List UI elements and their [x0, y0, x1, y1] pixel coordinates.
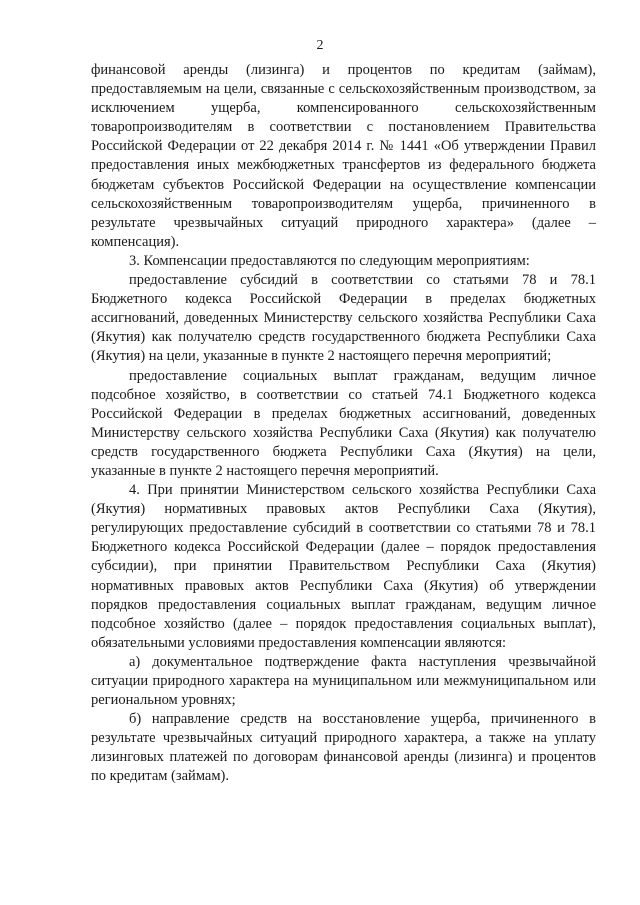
- paragraph-condition-b: б) направление средств на восстановление ущерба, причиненного в результате чрезвычайных ситуаций природного характера, а также на уплату лизинговых платежей по договорам финансовой аренды (лизинга) и процентов по кредитам (займам).: [91, 711, 596, 785]
- paragraph-subsidies: предоставление субсидий в соответствии со статьями 78 и 78.1 Бюджетного кодекса Российской Федерации в пределах бюджетных ассигнований, доведенных Министерству сельского хозяйства Республики Саха (Якутия) как получателю средств государственного бюджета Республики Саха (Якутия) на цели, указанные в пункте 2 настоящего перечня мероприятий;: [91, 272, 596, 365]
- paragraph-social-payments: предоставление социальных выплат гражданам, ведущим личное подсобное хозяйство, в соответствии со статьей 74.1 Бюджетного кодекса Российской Федерации в пределах бюджетных ассигнований, доведенных Министерству сельского хозяйства Республики Саха (Якутия) как получателю средств государственного бюджета Республики Саха (Якутия) на цели, указанные в пункте 2 настоящего перечня мероприятий.: [91, 367, 596, 479]
- paragraph-condition-a: а) документальное подтверждение факта наступления чрезвычайной ситуации природного характера на муниципальном или межмуниципальном или региональном уровнях;: [91, 653, 596, 709]
- paragraph-item-3: 3. Компенсации предоставляются по следующим мероприятиям:: [129, 252, 530, 269]
- document-body: [91, 61, 596, 787]
- page-number: 2: [316, 38, 324, 53]
- paragraph-continuation: финансовой аренды (лизинга) и процентов по кредитам (займам), предоставляемым на цели, связанные с сельскохозяйственным производством, за исключением ущерба, компенсированного сельскохозяйственным товаропроизводителям в соответствии с постановлением Правительства Российской Федерации от 22 декабря 2014 г. № 1441 «Об утверждении Правил предоставления иных межбюджетных трансфертов из федерального бюджета бюджетам субъектов Российской Федерации на осуществление компенсации сельскохозяйственным товаропроизводителям ущерба, причиненного в результате чрезвычайных ситуаций природного характера» (далее – компенсация).: [91, 62, 596, 250]
- paragraph-item-4: 4. При принятии Министерством сельского хозяйства Республики Саха (Якутия) нормативных правовых актов Республики Саха (Якутия), регулирующих предоставление субсидий в соответствии со статьями 78 и 78.1 Бюджетного кодекса Российской Федерации (далее – порядок предоставления субсидии), при принятии Правительством Республики Саха (Якутия) нормативных правовых актов Республики Саха (Якутия) об утверждении порядков предоставления социальных выплат гражданам, ведущим личное подсобное хозяйство (далее – порядок предоставления социальных выплат), обязательными условиями предоставления компенсации являются:: [91, 482, 596, 651]
